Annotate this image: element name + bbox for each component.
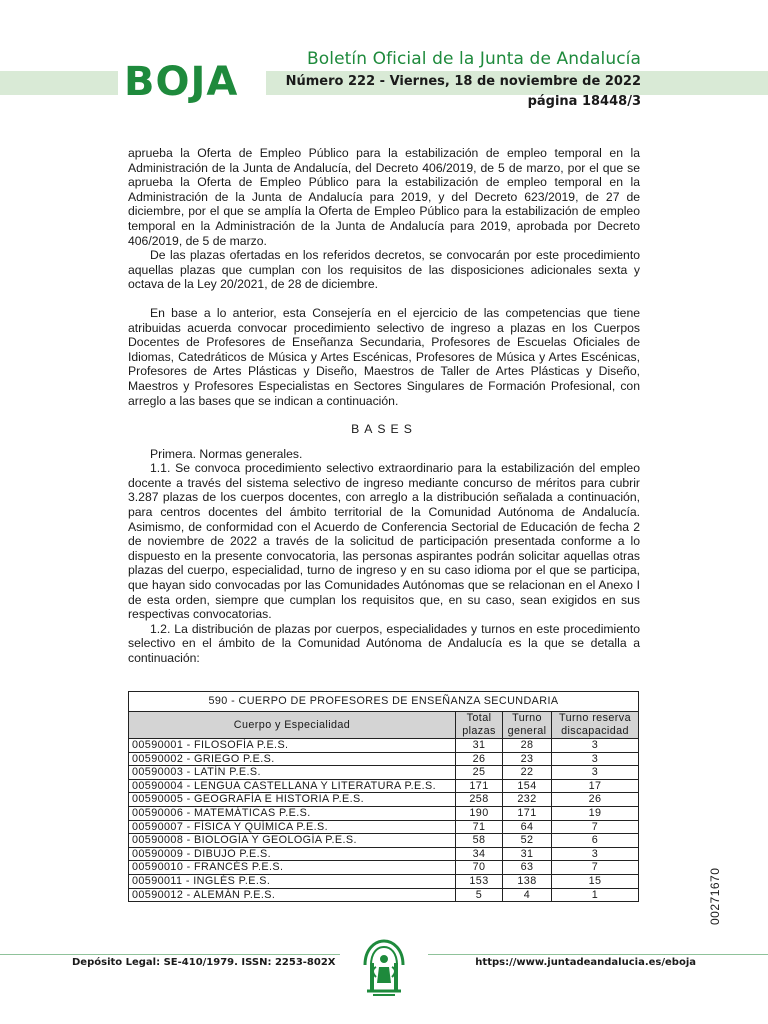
issue-line: Número 222 - Viernes, 18 de noviembre de 2022 [285,74,641,89]
document-code: 00271670 [708,867,722,925]
table-row [129,739,639,753]
cell-specialty: 00590002 - GRIEGO P.E.S. [129,752,456,766]
table-row [129,752,639,766]
col-header-total: Total plazas [456,712,503,739]
cell-total: 5 [456,888,503,902]
cell-total: 26 [456,752,503,766]
cell-total: 71 [456,820,503,834]
cell-reserve: 3 [552,752,639,766]
cell-general: 154 [503,779,552,793]
paragraph-1-2: 1.2. La distribución de plazas por cuerpos, especialidades y turnos en este procedimiento selectivo en el ámbito de la Comunidad Autónoma de Andalucía es la que se detalla a continuación: [128,621,640,665]
cell-reserve: 6 [552,834,639,848]
cell-total: 258 [456,793,503,807]
cell-reserve: 19 [552,806,639,820]
paragraph-convocatoria: En base a lo anterior, esta Consejería en el ejercicio de las competencias que tiene atribuidas acuerda convocar procedimiento selectivo de ingreso a plazas en los Cuerpos Docentes de Profesores de Enseñanza Secundaria, Profesores de Escuelas Oficiales de Idiomas, Catedráticos de Música y Artes Escénicas, Profesores de Música y Artes Escénicas, Profesores de Artes Plásticas y Diseño, Maestros de Taller de Artes Plásticas y Diseño, Maestros y Profesores Especialistas en Sectores Singulares de Formación Profesional, con arreglo a las bases que se indican a continuación. [128,305,640,408]
cell-total: 70 [456,861,503,875]
cell-general: 171 [503,806,552,820]
cell-total: 58 [456,834,503,848]
footer-url-link[interactable]: https://www.juntadeandalucia.es/eboja [475,957,696,968]
col-header-specialty: Cuerpo y Especialidad [129,712,456,739]
cell-specialty: 00590001 - FILOSOFÍA P.E.S. [129,739,456,753]
cell-specialty: 00590012 - ALEMÁN P.E.S. [129,888,456,902]
col-header-reserve: Turno reserva discapacidad [552,712,639,739]
cell-general: 31 [503,847,552,861]
cell-reserve: 17 [552,779,639,793]
cell-specialty: 00590009 - DIBUJO P.E.S. [129,847,456,861]
col-header-general: Turno general [503,712,552,739]
page-number: página 18448/3 [527,94,641,109]
cell-total: 25 [456,766,503,780]
table-row [129,847,639,861]
cell-general: 4 [503,888,552,902]
footer-rule-right [428,954,768,955]
cell-specialty: 00590007 - FÍSICA Y QUÍMICA P.E.S. [129,820,456,834]
cell-total: 31 [456,739,503,753]
footer-rule-left [0,954,340,955]
table-row [129,888,639,902]
boja-logo: BOJA [124,59,239,105]
table-row [129,766,639,780]
cell-general: 52 [503,834,552,848]
cell-specialty: 00590011 - INGLÉS P.E.S. [129,874,456,888]
cell-specialty: 00590004 - LENGUA CASTELLANA Y LITERATURA P.E.S. [129,779,456,793]
table-row [129,793,639,807]
paragraph-plazas-ofertadas: De las plazas ofertadas en los referidos decretos, se convocarán por este procedimiento aquellas plazas que cumplan con los requisitos de las disposiciones adicionales sexta y octava de la Ley 20/2021, de 28 de diciembre. [128,248,640,292]
table-row [129,820,639,834]
cell-reserve: 15 [552,874,639,888]
table-row [129,874,639,888]
cell-reserve: 1 [552,888,639,902]
table-row [129,806,639,820]
cell-reserve: 3 [552,847,639,861]
cell-specialty: 00590008 - BIOLOGÍA Y GEOLOGÍA P.E.S. [129,834,456,848]
table-caption: 590 - CUERPO DE PROFESORES DE ENSEÑANZA SECUNDARIA [129,692,639,712]
section-heading-primera: Primera. Normas generales. [150,446,303,461]
cell-general: 64 [503,820,552,834]
cell-specialty: 00590003 - LATÍN P.E.S. [129,766,456,780]
paragraph-1-1: 1.1. Se convoca procedimiento selectivo extraordinario para la estabilización del empleo docente a través del sistema selectivo de ingreso mediante concurso de méritos para cubrir 3.287 plazas de los cuerpos docentes, con arreglo a la distribución señalada a continuación, para centros docentes del ámbito territorial de la Comunidad Autónoma de Andalucía. Asimismo, de conformidad con el Acuerdo de Conferencia Sectorial de Educación de fecha 2 de noviembre de 2022 a través de la solicitud de participación presentada conforme a lo dispuesto en la presente convocatoria, las personas aspirantes podrán solicitar aquellas otras plazas del cuerpo, especialidad, turno de ingreso y en su caso idioma por el que se participa, que hayan sido convocadas por las Comunidades Autónomas que se relacionan en el Anexo I de esta orden, siempre que cumplan los requisitos que, en su caso, sean exigidos en sus respectivas convocatorias. [128,461,640,622]
junta-andalucia-emblem-icon [357,937,411,997]
cell-total: 153 [456,874,503,888]
table-row [129,779,639,793]
cell-reserve: 7 [552,861,639,875]
cell-specialty: 00590010 - FRANCÉS P.E.S. [129,861,456,875]
cell-total: 171 [456,779,503,793]
cell-general: 23 [503,752,552,766]
cell-reserve: 3 [552,766,639,780]
cell-total: 190 [456,806,503,820]
document-body [128,146,640,666]
paragraph-continuation: aprueba la Oferta de Empleo Público para la estabilización de empleo temporal en la Administración de la Junta de Andalucía, del Decreto 406/2019, de 5 de marzo, por el que se aprueba la Oferta de Empleo Público para la estabilización de empleo temporal en la Administración de la Junta de Andalucía para 2019, y del Decreto 623/2019, de 27 de diciembre, por el que se amplía la Oferta de Empleo Público para la estabilización de empleo temporal en la Administración de la Junta de Andalucía para 2019, aprobada por Decreto 406/2019, de 5 de marzo. [128,146,640,248]
cell-general: 232 [503,793,552,807]
cell-specialty: 00590005 - GEOGRAFÍA E HISTORIA P.E.S. [129,793,456,807]
table-row [129,834,639,848]
cell-total: 34 [456,847,503,861]
bases-heading: BASES [351,422,417,437]
cell-reserve: 7 [552,820,639,834]
table-row [129,861,639,875]
footer-legal-deposit: Depósito Legal: SE-410/1979. ISSN: 2253-802X [72,957,336,968]
cell-specialty: 00590006 - MATEMÁTICAS P.E.S. [129,806,456,820]
cell-general: 22 [503,766,552,780]
bulletin-title: Boletín Oficial de la Junta de Andalucía [306,49,641,69]
plazas-table [128,691,639,902]
cell-general: 138 [503,874,552,888]
cell-general: 28 [503,739,552,753]
cell-reserve: 3 [552,739,639,753]
cell-general: 63 [503,861,552,875]
cell-reserve: 26 [552,793,639,807]
